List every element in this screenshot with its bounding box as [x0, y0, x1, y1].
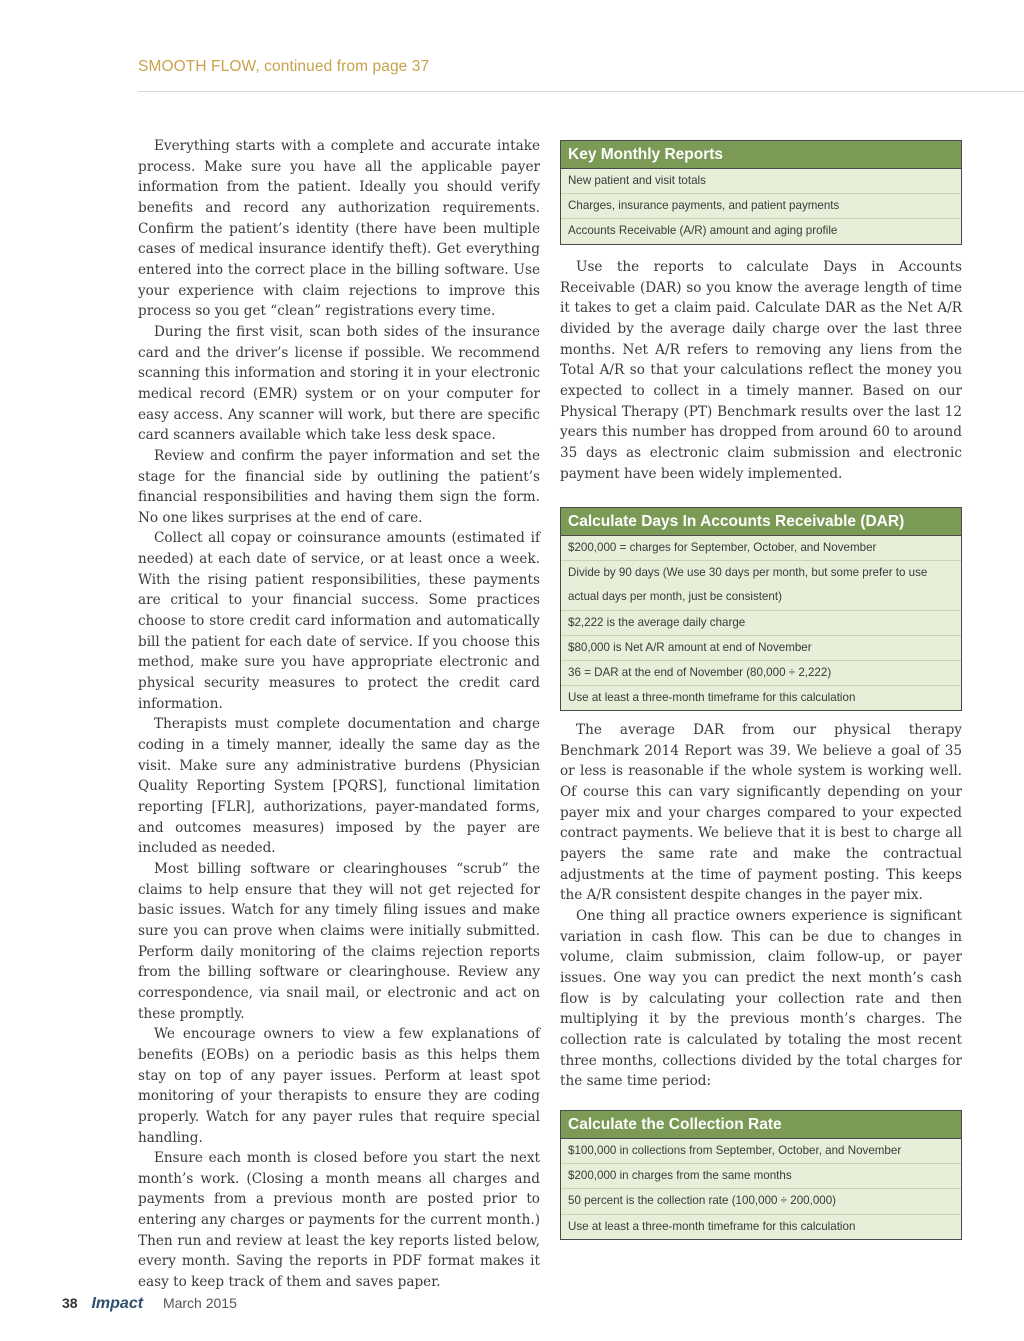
- box-row: Use at least a three-month timeframe for this calculation: [568, 691, 856, 705]
- right-text-block-2: [560, 720, 962, 1092]
- body-paragraph: Review and confirm the payer information and set the stage for the financial side by outlining the patient’s financial responsibilities and having them sign the form. No one likes surprises at the end of care.: [138, 447, 540, 526]
- left-column: [138, 136, 540, 1293]
- box-row: actual days per month, just be consistent): [561, 585, 961, 610]
- box-row: $200,000 in charges from the same months: [561, 1164, 961, 1189]
- body-paragraph: During the first visit, scan both sides of the insurance card and the driver’s license if possible. We recommend scanning this information and storing it in your electronic medical record (EMR) system or on your computer for easy access. Any scanner will work, but there are specific card scanners available which take less desk space.: [138, 323, 540, 444]
- running-head: SMOOTH FLOW, continued from page 37: [138, 58, 430, 75]
- box-row: $80,000 is Net A/R amount at end of November: [561, 636, 961, 661]
- box-row: Divide by 90 days (We use 30 days per month, but some prefer to use: [568, 566, 928, 580]
- box-row: 50 percent is the collection rate (100,000 ÷ 200,000): [561, 1189, 961, 1214]
- header-divider: [138, 91, 1024, 92]
- box-title: Calculate Days In Accounts Receivable (DAR): [561, 508, 961, 536]
- box-title: Key Monthly Reports: [561, 141, 961, 169]
- body-paragraph: Therapists must complete documentation and charge coding in a timely manner, ideally the same day as the visit. Make sure any administrative burdens (Physician Quality Reporting System [PQRS], functional limitation reporting [FLR], authorizations, payer-mandated forms, and outcomes measures) imposed by the payer are included as needed.: [138, 716, 540, 857]
- body-paragraph: Most billing software or clearinghouses “scrub” the claims to help ensure that they will not get rejected for basic issues. Watch for any timely filing issues and make sure you can prove when claims were initially submitted. Perform daily monitoring of the claims rejection reports from the billing software or clearinghouse. Review any correspondence, via snail mail, or electronic and act on these promptly.: [138, 860, 540, 1022]
- body-paragraph: One thing all practice owners experience is significant variation in cash flow. This can be due to changes in volume, claim submission, claim follow-up, or payer issues. One way you can predict the next month’s cash flow is by calculating your collection rate and then multiplying it by the previous month’s charges. The collection rate is calculated by totaling the most recent three months, collections divided by the total charges for the same time period:: [560, 907, 962, 1090]
- box-row: Accounts Receivable (A/R) amount and aging profile: [568, 224, 838, 238]
- page-footer: [62, 1295, 237, 1313]
- box-row: $100,000 in collections from September, October, and November: [561, 1139, 961, 1164]
- body-paragraph: The average DAR from our physical therapy Benchmark 2014 Report was 39. We believe a goal of 35 or less is reasonable if the whole system is working well. Of course this can vary significantly depending on your payer mix and your charges compared to your expected contract payments. We believe that it is best to charge all payers the same rate and make the contractual adjustments at the time of payment posting. This keeps the A/R consistent despite changes in the payer mix.: [560, 722, 962, 904]
- body-paragraph: Ensure each month is closed before you start the next month’s work. (Closing a month means all charges and payments from a previous month are posted prior to entering any charges or payments for the current month.) Then run and review at least the key reports listed below, every month. Saving the reports in PDF format makes it easy to keep track of them and saves paper.: [138, 1150, 540, 1291]
- body-paragraph: Collect all copay or coinsurance amounts (estimated if needed) at each date of service, or at least once a week. With the rising patient responsibilities, these payments are critical to your financial success. Some practices choose to store credit card information and automatically bill the patient for each date of service. If you choose this method, make sure you have appropriate electronic and physical security measures to protect the credit card information.: [138, 530, 540, 712]
- box-row: $2,222 is the average daily charge: [561, 611, 961, 636]
- box-row: Charges, insurance payments, and patient payments: [561, 194, 961, 219]
- box-row: New patient and visit totals: [561, 169, 961, 194]
- box-row: 36 = DAR at the end of November (80,000 ÷ 2,222): [561, 661, 961, 686]
- body-paragraph: Everything starts with a complete and accurate intake process. Make sure you have all the applicable payer information from the patient. Ideally you should verify benefits and record any authorization requirements. Confirm the patient’s identity (there have been multiple cases of medical insurance identify theft). Get everything entered into the correct place in the billing software. Use your experience with claim rejections to improve this process so you get “clean” registrations every time.: [138, 138, 540, 320]
- dar-calculation-box: [560, 507, 962, 711]
- right-text-block-1: [560, 257, 962, 484]
- issue-date: March 2015: [162, 1295, 237, 1311]
- magazine-logo: Impact: [91, 1295, 144, 1312]
- box-row: $200,000 = charges for September, October, and November: [561, 536, 961, 561]
- box-title: Calculate the Collection Rate: [561, 1111, 961, 1139]
- page-number: 38: [62, 1295, 78, 1311]
- body-paragraph: Use the reports to calculate Days in Accounts Receivable (DAR) so you know the average length of time it takes to get a claim paid. Calculate DAR as the Net A/R divided by the average daily charge over the last three months. Net A/R refers to removing any liens from the Total A/R so that your calculations reflect the money you expected to collect in a timely manner. Based on our Physical Therapy (PT) Benchmark results over the last 12 years this number has dropped from around 60 to around 35 days as electronic claim submission and electronic payment have been widely implemented.: [560, 259, 962, 482]
- key-monthly-reports-box: [560, 140, 962, 245]
- body-paragraph: We encourage owners to view a few explanations of benefits (EOBs) on a periodic basis as this helps them stay on top of any payer issues. Perform at least spot monitoring of your therapists to ensure they are coding properly. Watch for any payer rules that require special handling.: [138, 1026, 540, 1146]
- box-row: Use at least a three-month timeframe for this calculation: [568, 1219, 856, 1233]
- collection-rate-box: [560, 1110, 962, 1240]
